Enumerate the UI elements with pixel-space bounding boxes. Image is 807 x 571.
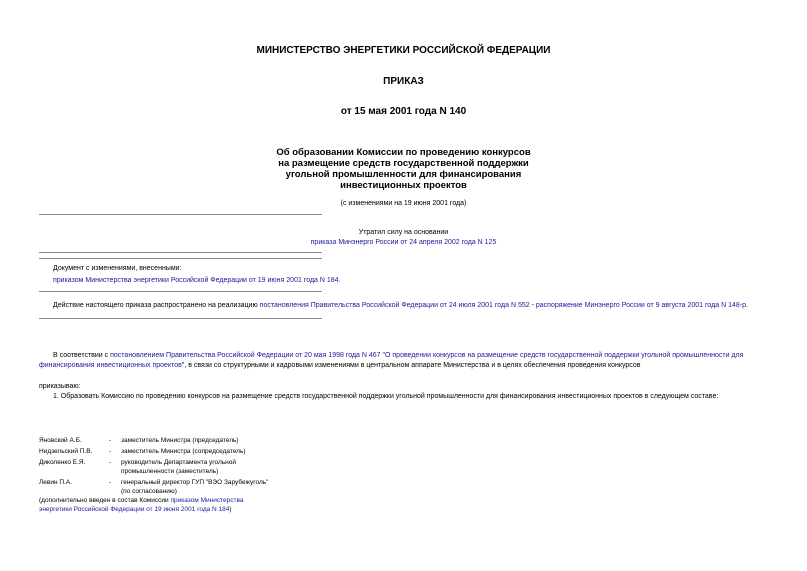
footnote-link-b[interactable]: энергетики Российской Федерации от 19 июня 2001 года N 184 (39, 506, 230, 513)
date-number-heading: от 15 мая 2001 года N 140 (340, 106, 467, 117)
member-role-line: заместитель Министра (председатель) (121, 437, 239, 444)
repeal-link-row (0, 238, 807, 248)
document-title (0, 147, 807, 191)
member-dash: - (109, 448, 112, 455)
member-row (39, 476, 268, 496)
member-role-line: (по согласованию) (121, 488, 177, 495)
member-role (121, 456, 268, 476)
footnote-line-1 (39, 496, 243, 505)
member-role (121, 445, 268, 456)
commission-members (39, 436, 268, 496)
extension-paragraph (53, 301, 748, 311)
repeal-text: Утратил силу на основании (358, 229, 449, 236)
member-dash: - (109, 479, 112, 486)
footnote-prefix: (дополнительно введен в состав Комиссии (39, 497, 169, 504)
extension-text: Действие настоящего приказа распространено на реализацию (53, 302, 258, 309)
member-role (121, 476, 268, 496)
changes-label: Документ с изменениями, внесенными: (53, 265, 182, 272)
divider (39, 252, 322, 253)
member-role-line: руководитель Департамента угольной (121, 459, 236, 466)
extension-link-order[interactable]: распоряжение Минэнерго России от 9 августа 2001 года N 148-р (535, 302, 746, 309)
title-line-4: инвестиционных проектов (340, 180, 467, 191)
member-role (121, 436, 268, 445)
member-dash: - (109, 437, 112, 444)
footnote (39, 496, 243, 514)
member-dash: - (109, 459, 112, 466)
member-role-line: промышленности (заместитель) (121, 468, 219, 475)
footnote-link-a[interactable]: приказом Министерства (170, 497, 244, 504)
divider (39, 291, 322, 292)
extension-separator: - (529, 302, 536, 309)
member-row (39, 445, 268, 456)
ministry-heading: МИНИСТЕРСТВО ЭНЕРГЕТИКИ РОССИЙСКОЙ ФЕДЕРАЦИИ (256, 45, 551, 56)
divider (39, 258, 322, 259)
preamble-link-part-1[interactable]: постановлением Правительства Российской Федерации от 20 мая 1998 года N 467 "О проведении конкурсов на размещение средств государственной поддержки угольной промышленности для (110, 352, 744, 359)
member-row (39, 456, 268, 476)
footnote-line-2 (39, 505, 243, 514)
preamble-line-2 (39, 361, 779, 371)
member-name: Яновский А.Б. (39, 437, 82, 444)
changes-link-row (53, 276, 341, 286)
preamble-prefix: В соответствии с (53, 352, 109, 359)
preamble-line-1 (39, 351, 779, 361)
amendment-note: (с изменениями на 19 июня 2001 года) (340, 200, 467, 207)
title-line-1: Об образовании Комиссии по проведению конкурсов (276, 147, 531, 158)
preamble-suffix: ", в связи со структурными и кадровыми изменениями в центральном аппарате Министерства и в целях обеспечения проведения конкурсов (181, 361, 641, 369)
member-name: Левин П.А. (39, 479, 72, 486)
divider (39, 318, 322, 319)
title-line-3: угольной промышленности для финансирования (285, 169, 522, 180)
divider (39, 214, 322, 215)
preamble-link-part-2[interactable]: финансирования инвестиционных проектов (39, 361, 182, 369)
members-table (39, 436, 268, 496)
footnote-end: ) (229, 506, 232, 513)
preamble-paragraph (39, 351, 779, 370)
extension-end: . (746, 302, 748, 309)
clause-1: 1. Образовать Комиссию по проведению конкурсов на размещение средств государственной поддержки угольной промышленности для финансирования инвестиционных проектов в следующем составе: (53, 393, 719, 400)
changes-link[interactable]: приказом Министерства энергетики Российской Федерации от 19 июня 2001 года N 184. (53, 277, 341, 284)
member-role-line: заместитель Министра (сопредседатель) (121, 448, 246, 455)
member-name: Диколенко Е.Я. (39, 459, 86, 466)
extension-link-resolution[interactable]: постановления Правительства Российской Федерации от 24 июля 2001 года N 552 (259, 302, 530, 309)
doc-type-heading: ПРИКАЗ (383, 76, 424, 87)
member-name: Нидзельский П.В. (39, 448, 93, 455)
order-word: приказываю: (39, 383, 81, 390)
title-line-2: на размещение средств государственной поддержки (278, 158, 529, 169)
member-row (39, 436, 268, 445)
member-role-line: генеральный директор ГУП "ВЭО Зарубежуголь" (121, 479, 269, 486)
repeal-link[interactable]: приказа Минэнерго России от 24 апреля 2002 года N 125 (310, 239, 497, 246)
